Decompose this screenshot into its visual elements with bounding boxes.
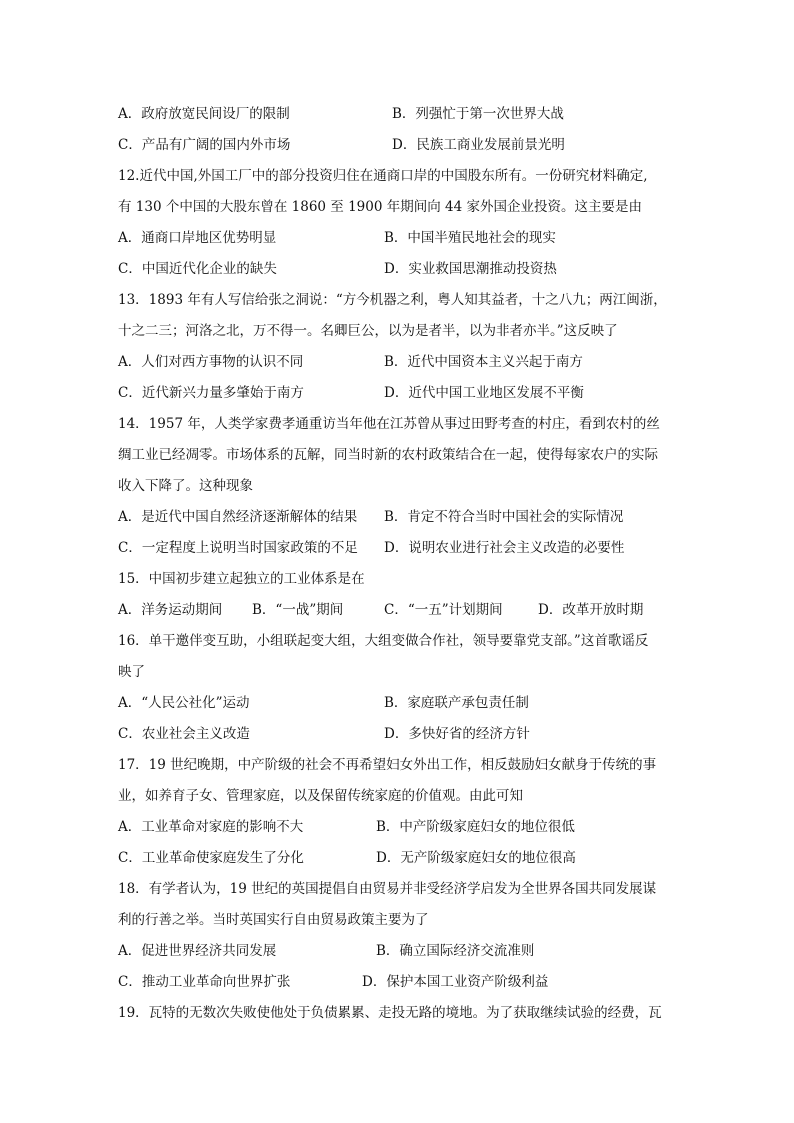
q13-option-b[interactable]: B．近代中国资本主义兴起于南方 — [384, 354, 583, 370]
q12-options-row-2 — [118, 254, 678, 285]
q11-option-d[interactable]: D．民族工商业发展前景光明 — [392, 137, 565, 153]
q13-option-a[interactable]: A．人们对西方事物的认识不同 — [118, 354, 304, 370]
q14-option-b[interactable]: B．肯定不符合当时中国社会的实际情况 — [384, 509, 624, 525]
question-list — [118, 99, 678, 1029]
q12-option-b[interactable]: B．中国半殖民地社会的现实 — [384, 230, 556, 246]
q12-option-a[interactable]: A．通商口岸地区优势明显 — [118, 230, 277, 246]
q11-options-row-1 — [118, 99, 678, 130]
q16-option-b[interactable]: B．家庭联产承包责任制 — [384, 695, 529, 711]
q13-options-row-1 — [118, 347, 678, 378]
q16-options-row-2 — [118, 719, 678, 750]
q17-options-row-1 — [118, 812, 678, 843]
q14-options-row-2 — [118, 533, 678, 564]
q12-option-c[interactable]: C．中国近代化企业的缺失 — [118, 261, 277, 277]
q12-options-row-1 — [118, 223, 678, 254]
q17-stem-line-1: 17．19 世纪晚期，中产阶级的社会不再希望妇女外出工作，相反鼓励妇女献身于传统的事 — [118, 757, 657, 773]
q16-option-d[interactable]: D．多快好省的经济方针 — [384, 726, 530, 742]
q13-stem-line-2: 十之二三；河洛之北，万不得一。名卿巨公，以为是者半，以为非者亦半。”这反映了 — [118, 323, 618, 339]
q15-option-c[interactable]: C．“一五”计划期间 — [384, 602, 503, 618]
q18-option-d[interactable]: D．保护本国工业资产阶级利益 — [362, 974, 549, 990]
q11-option-b[interactable]: B．列强忙于第一次世界大战 — [392, 106, 564, 122]
q12-option-d[interactable]: D．实业救国思潮推动投资热 — [384, 261, 557, 277]
q14-option-d[interactable]: D．说明农业进行社会主义改造的必要性 — [384, 540, 625, 556]
q16-stem-line-1: 16．单干邀伴变互助，小组联起变大组，大组变做合作社，领导要靠党支部。”这首歌谣反 — [118, 633, 649, 649]
q14-stem-line-2: 绸工业已经凋零。市场体系的瓦解，同当时新的农村政策结合在一起，使得每家农户的实际 — [118, 447, 658, 463]
q18-stem-line-2: 利的行善之举。当时英国实行自由贸易政策主要为了 — [118, 912, 429, 928]
q11-option-a[interactable]: A．政府放宽民间设厂的限制 — [118, 106, 290, 122]
q16-stem-line-2: 映了 — [118, 664, 145, 680]
q12-stem-line-1: 12.近代中国,外国工厂中的部分投资归住在通商口岸的中国股东所有。一份研究材料确定, — [118, 168, 648, 184]
q17-option-c[interactable]: C．工业革命使家庭发生了分化 — [118, 850, 304, 866]
q17-stem-line-2: 业，如养育子女、管理家庭，以及保留传统家庭的价值观。由此可知 — [118, 788, 523, 804]
q18-option-a[interactable]: A．促进世界经济共同发展 — [118, 943, 277, 959]
q14-stem-line-3: 收入下降了。这种现象 — [118, 478, 253, 494]
q17-option-a[interactable]: A．工业革命对家庭的影响不大 — [118, 819, 304, 835]
q14-option-a[interactable]: A．是近代中国自然经济逐渐解体的结果 — [118, 509, 358, 525]
q12-stem-line-2: 有 130 个中国的大股东曾在 1860 至 1900 年期间向 44 家外国企业投资。这主要是由 — [118, 199, 642, 215]
q17-options-row-2 — [118, 843, 678, 874]
q18-stem-line-1: 18．有学者认为，19 世纪的英国提倡自由贸易并非受经济学启发为全世界各国共同发展谋 — [118, 881, 657, 897]
q16-options-row-1 — [118, 688, 678, 719]
q18-option-c[interactable]: C．推动工业革命向世界扩张 — [118, 974, 291, 990]
q18-options-row-1 — [118, 936, 678, 967]
q15-options-row — [118, 595, 678, 626]
q14-options-row-1 — [118, 502, 678, 533]
q15-option-a[interactable]: A．洋务运动期间 — [118, 602, 223, 618]
q15-option-b[interactable]: B．“一战”期间 — [252, 602, 344, 618]
q16-option-a[interactable]: A．“人民公社化”运动 — [118, 695, 250, 711]
q13-option-d[interactable]: D．近代中国工业地区发展不平衡 — [384, 385, 584, 401]
q13-stem-line-1: 13．1893 年有人写信给张之洞说：“方今机器之利，粤人知其益者，十之八九；两江闽浙， — [118, 292, 667, 308]
q18-options-row-2 — [118, 967, 678, 998]
q15-option-d[interactable]: D．改革开放时期 — [538, 602, 644, 618]
q17-option-b[interactable]: B．中产阶级家庭妇女的地位很低 — [376, 819, 575, 835]
q18-option-b[interactable]: B．确立国际经济交流准则 — [376, 943, 535, 959]
q14-stem-line-1: 14．1957 年，人类学家费孝通重访当年他在江苏曾从事过田野考查的村庄，看到农村的丝 — [118, 416, 660, 432]
q11-option-c[interactable]: C．产品有广阔的国内外市场 — [118, 137, 291, 153]
q13-option-c[interactable]: C．近代新兴力量多肇始于南方 — [118, 385, 304, 401]
q13-options-row-2 — [118, 378, 678, 409]
q14-option-c[interactable]: C．一定程度上说明当时国家政策的不足 — [118, 540, 358, 556]
q17-option-d[interactable]: D．无产阶级家庭妇女的地位很高 — [376, 850, 576, 866]
q16-option-c[interactable]: C．农业社会主义改造 — [118, 726, 250, 742]
q11-options-row-2 — [118, 130, 678, 161]
q15-stem-line-1: 15．中国初步建立起独立的工业体系是在 — [118, 571, 365, 587]
q19-stem-line-1: 19．瓦特的无数次失败使他处于负债累累、走投无路的境地。为了获取继续试验的经费，瓦 — [118, 1005, 662, 1021]
